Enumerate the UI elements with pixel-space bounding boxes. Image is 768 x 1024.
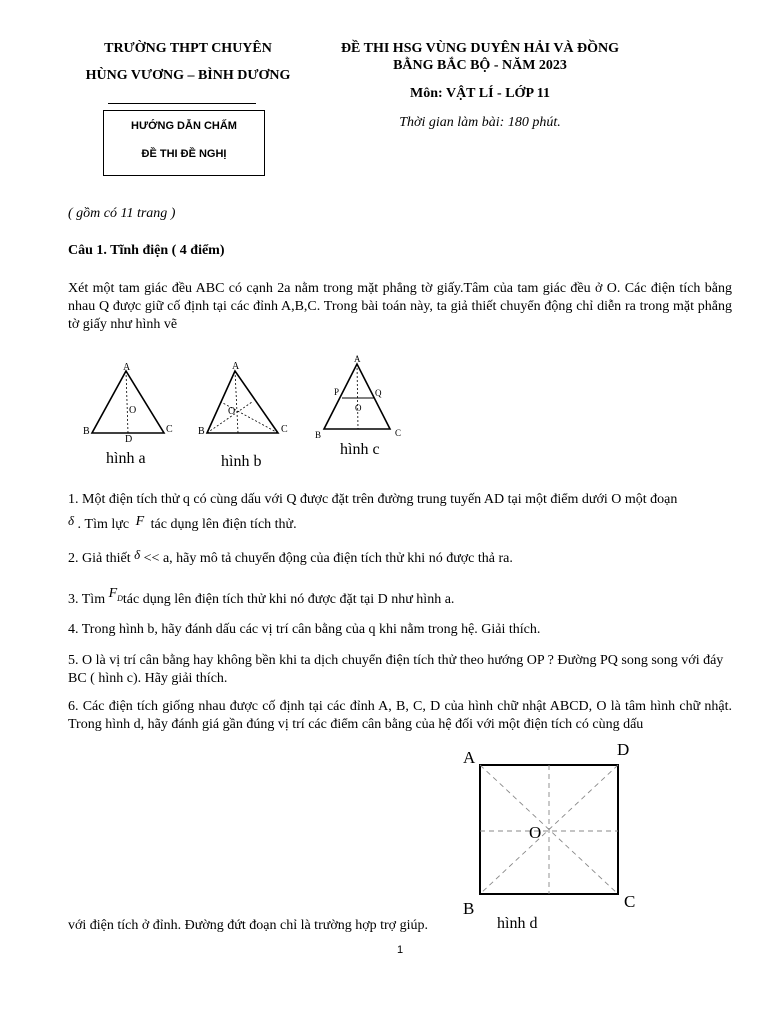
item-3: [68, 586, 732, 614]
box-title-line2: ĐỀ THI ĐỀ NGHỊ: [141, 148, 227, 160]
item-6: 6. Các điện tích giống nhau được cố định tại các đỉnh A, B, C, D của hình chữ nhật ABCD, O là tâm hình chữ nhật. Trong hình d, hãy đánh giá gần đúng vị trí các điểm cân bằng của hệ đối với một điện tích có cùng dấu: [68, 699, 732, 732]
fig-b-caption: hình b: [221, 453, 262, 470]
school-name-line1: TRƯỜNG THPT CHUYÊN: [104, 41, 272, 56]
fig-c-caption: hình c: [340, 441, 380, 458]
item-4: 4. Trong hình b, hãy đánh dấu các vị trí cân bằng của q khi nằm trong hệ. Giải thích.: [68, 622, 541, 637]
force-symbol: F: [135, 514, 145, 529]
fig-a-caption: hình a: [106, 450, 146, 467]
subject-title: Môn: VẬT LÍ - LỚP 11: [410, 86, 550, 101]
fig-c-label-O: O: [355, 403, 362, 413]
fig-a-label-B: B: [83, 426, 90, 437]
fig-c-label-P: P: [334, 387, 340, 397]
fig-d-caption: hình d: [497, 915, 538, 932]
fig-a-label-C: C: [166, 424, 173, 435]
item-6-end: với điện tích ở đỉnh. Đường đứt đoạn chỉ là trường hợp trợ giúp.: [68, 918, 428, 933]
item-3-text-a: 3. Tìm: [68, 592, 106, 607]
item-5: 5. O là vị trí cân bằng hay không bền khi ta dịch chuyển điện tích thử theo hướng OP ? Đường PQ song song với đáy BC ( hình c). Hãy giải thích.: [68, 653, 724, 686]
fig-a-label-A: A: [123, 362, 131, 373]
fig-c-label-C: C: [395, 428, 402, 438]
fig-c-label-A: A: [354, 354, 361, 364]
delta-symbol: δ: [68, 513, 75, 528]
fig-c-label-Q: Q: [375, 388, 382, 398]
delta-symbol-2: δ: [134, 547, 141, 562]
item-2-text-b: << a, hãy mô tả chuyển động của điện tích thử khi nó được thả ra.: [143, 551, 513, 566]
grading-guide-box: [103, 110, 265, 176]
item-2: [68, 549, 732, 568]
fig-d-label-O: O: [529, 823, 542, 842]
fig-b-label-C: C: [281, 424, 288, 435]
exam-title-line1: ĐỀ THI HSG VÙNG DUYÊN HẢI VÀ ĐỒNG: [340, 41, 620, 56]
page-count: ( gồm có 11 trang ): [68, 206, 176, 221]
fig-b-label-O: O: [228, 406, 236, 417]
fig-a-label-O: O: [129, 405, 137, 416]
figure-b: [198, 361, 288, 470]
item-1-line1: 1. Một điện tích thử q có cùng dấu với Q được đặt trên đường trung tuyến AD tại một điểm dưới O một đoạn: [68, 492, 678, 507]
question-title: Câu 1. Tĩnh điện ( 4 điểm): [68, 243, 225, 258]
triangle-figures: [68, 350, 428, 475]
fig-b-label-A: A: [232, 361, 240, 372]
figure-d: [455, 738, 655, 938]
fig-d-label-C: C: [624, 892, 636, 911]
fig-c-label-B: B: [315, 430, 322, 440]
fig-d-label-A: A: [463, 748, 476, 767]
fig-d-label-D: D: [617, 740, 630, 759]
question-intro: Xét một tam giác đều ABC có cạnh 2a nằm trong mặt phẳng tờ giấy.Tâm của tam giác đều ở O. Các điện tích bằng nhau Q được giữ cố định tại các đỉnh A,B,C. Trong bài toán này, ta giả thiết chuyển động chỉ diễn ra trong mặt phẳng tờ giấy như hình vẽ: [68, 281, 732, 332]
force-d-symbol: $F_D$: [108, 586, 123, 603]
page-number: 1: [396, 944, 404, 956]
figure-a: [83, 362, 173, 467]
fig-d-label-B: B: [463, 899, 475, 918]
item-1-line2: [68, 515, 732, 534]
box-title-line1: HƯỚNG DẪN CHẤM: [131, 120, 237, 132]
exam-title-line2: BẰNG BẮC BỘ - NĂM 2023: [393, 58, 567, 73]
school-name-line2: HÙNG VƯƠNG – BÌNH DƯƠNG: [85, 68, 291, 83]
item-3-text-b: tác dụng lên điện tích thử khi nó được đặt tại D như hình a.: [122, 592, 455, 607]
fig-a-label-D: D: [125, 434, 133, 445]
time-allowed: Thời gian làm bài: 180 phút.: [399, 115, 561, 130]
item-1-text-b: . Tìm lực: [77, 517, 130, 532]
item-1-text-c: tác dụng lên điện tích thử.: [150, 517, 297, 532]
figure-c: [315, 354, 401, 458]
item-2-text-a: 2. Giả thiết: [68, 551, 131, 566]
header-divider: [108, 103, 256, 104]
fig-b-label-B: B: [198, 426, 205, 437]
